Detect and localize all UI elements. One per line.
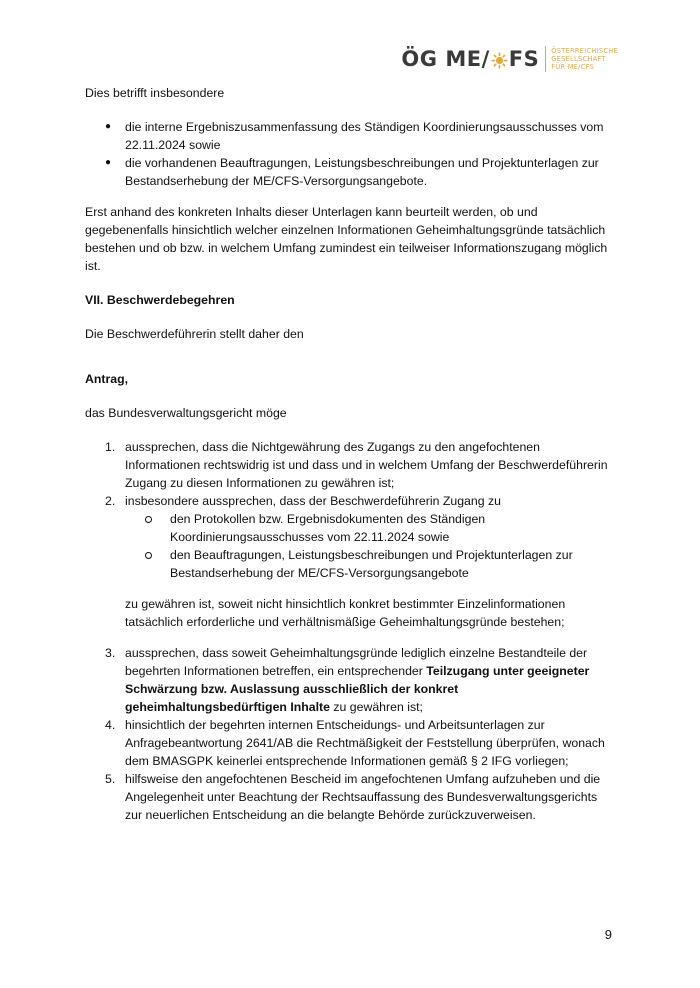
logo-subtitle-line: ÖSTERREICHISCHE bbox=[551, 47, 618, 55]
logo-text-right: FS bbox=[508, 47, 540, 71]
bullet-item: ● die interne Ergebniszusammenfassung des Ständigen Koordinierungsausschusses vom 22.11.2024 sowie bbox=[125, 118, 615, 154]
sub-list-item: den Protokollen bzw. Ergebnisdokumenten des Ständigen Koordinierungsausschusses vom 22.11.2024 sowie bbox=[170, 510, 615, 546]
logo-text-left: ÖG ME bbox=[401, 47, 482, 71]
list-item-text: insbesondere aussprechen, dass der Beschwerdeführerin Zugang zu bbox=[125, 494, 501, 508]
section-heading bbox=[85, 291, 615, 309]
list-item-text: aussprechen, dass die Nichtgewährung des Zugangs zu den angefochtenen Informationen rechtswidrig ist und dass und in welchem Umfang der Beschwerdeführerin Zugang zu diesen Informationen zu gewähren ist; bbox=[125, 440, 608, 490]
list-item bbox=[105, 492, 615, 631]
list-item bbox=[105, 644, 615, 716]
sub-list bbox=[125, 510, 615, 582]
bullet-list bbox=[85, 118, 615, 190]
list-item-text: zu gewähren ist; bbox=[329, 700, 423, 714]
section-heading-text: VII. Beschwerdebegehren bbox=[85, 293, 235, 307]
document-body bbox=[85, 84, 615, 824]
list-item-continuation: zu gewähren ist, soweit nicht hinsichtlich konkret bestimmter Einzelinformationen tatsächlich erforderliche und verhältnismäßige Geheimhaltungsgründe bestehen; bbox=[125, 597, 566, 629]
list-number: 3. bbox=[105, 646, 116, 660]
organization-logo bbox=[401, 46, 618, 72]
logo-wordmark bbox=[401, 47, 539, 71]
logo-subtitle bbox=[551, 47, 618, 71]
paragraph: Die Beschwerdeführerin stellt daher den bbox=[85, 327, 304, 341]
sub-list-item: den Beauftragungen, Leistungsbeschreibungen und Projektunterlagen zur Bestandserhebung der ME/CFS-Versorgungsangebote bbox=[170, 546, 615, 582]
list-item-text: hilfsweise den angefochtenen Bescheid im angefochtenen Umfang aufzuheben und die Angelegenheit unter Beachtung der Rechtsauffassung des Bundesverwaltungsgerichts zur neuerlichen Entscheidung an die belangte Behörde zurückzuverweisen. bbox=[125, 772, 601, 822]
list-number: 2. bbox=[105, 494, 116, 508]
antrag-heading bbox=[85, 370, 615, 388]
logo-subtitle-line: GESELLSCHAFT bbox=[551, 55, 606, 63]
antrag-heading-text: Antrag, bbox=[85, 372, 129, 386]
list-item-text: hinsichtlich der begehrten internen Entscheidungs- und Arbeitsunterlagen zur Anfragebeantwortung 2641/AB die Rechtmäßigkeit der Feststellung überprüfen, wonach dem BMASGPK keinerlei entsprechende Informationen gemäß § 2 IFG vorliegen; bbox=[125, 718, 605, 768]
paragraph: Erst anhand des konkreten Inhalts dieser Unterlagen kann beurteilt werden, ob und gegebenenfalls hinsichtlich welcher einzelnen Informationen Geheimhaltungsgründe tatsächlich bestehen und ob bzw. in welchem Umfang zumindest ein teilweiser Informationszugang möglich ist. bbox=[85, 205, 608, 273]
logo-slash: / bbox=[481, 47, 490, 71]
paragraph: das Bundesverwaltungsgericht möge bbox=[85, 406, 287, 420]
list-item bbox=[105, 438, 615, 492]
list-number: 4. bbox=[105, 718, 116, 732]
logo-divider bbox=[545, 46, 546, 72]
bullet-item: ● die vorhandenen Beauftragungen, Leistungsbeschreibungen und Projektunterlagen zur Bestandserhebung der ME/CFS-Versorgungsangebote. bbox=[125, 154, 615, 190]
list-item bbox=[105, 716, 615, 770]
page-number: 9 bbox=[604, 927, 612, 942]
numbered-list bbox=[85, 438, 615, 824]
sun-icon bbox=[491, 52, 508, 69]
list-number: 1. bbox=[105, 440, 116, 454]
logo-subtitle-line: FÜR ME/CFS bbox=[551, 63, 595, 71]
intro-text: Dies betrifft insbesondere bbox=[85, 86, 225, 100]
list-number: 5. bbox=[105, 772, 116, 786]
list-item-text: aussprechen, dass soweit Geheimhaltungsgründe lediglich einzelne Bestandteile der begehrten Informationen betreffen, ein entsprechender bbox=[125, 646, 588, 678]
list-item bbox=[105, 770, 615, 824]
list-item-bold-text: Teilzugang unter geeigneter Schwärzung bzw. Auslassung ausschließlich der konkret geheimhaltungsbedürftigen Inhalte bbox=[125, 664, 590, 714]
